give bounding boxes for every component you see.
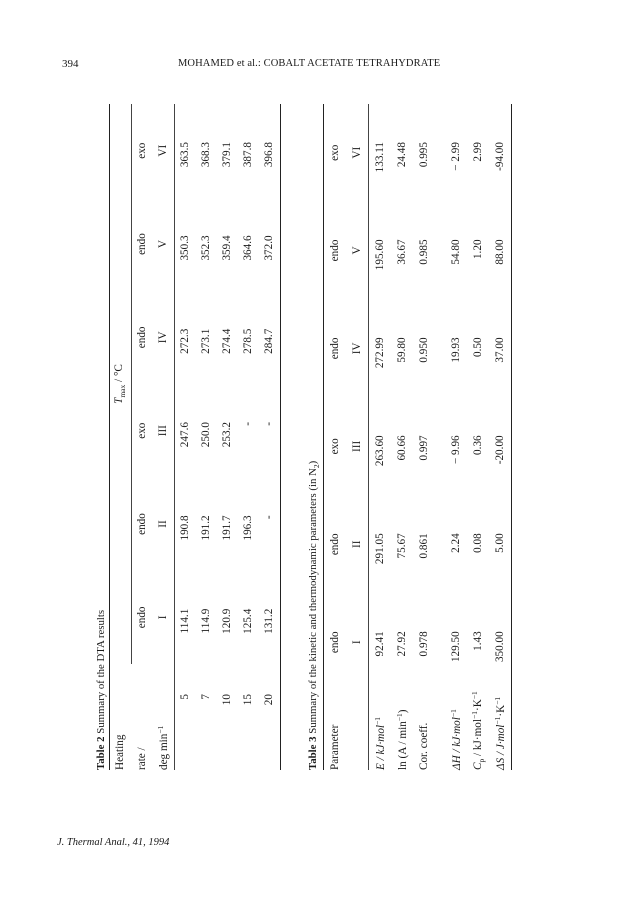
table3-type: exo (324, 104, 347, 201)
table2-cell: 284.7 (259, 291, 281, 384)
table2-caption (95, 90, 107, 770)
table3-caption (307, 90, 321, 770)
table3-peak: IV (350, 342, 363, 355)
table3-cell: 0.985 (417, 239, 430, 265)
table2-header-row-2 (132, 104, 154, 770)
table3-cell: 0.36 (471, 435, 484, 455)
table3-cell: 59.80 (395, 337, 408, 363)
table2-rate: 5 (175, 664, 197, 770)
table2-type: endo (132, 477, 154, 570)
tmax-symbol: T (113, 397, 126, 404)
table2-peak: V (156, 239, 169, 249)
table2-type: endo (132, 197, 154, 290)
table3-cell: 0.861 (417, 533, 430, 559)
table3-cell: 92.41 (369, 593, 392, 691)
param-name: ln (A / min (396, 721, 409, 770)
table3-cell: 36.67 (395, 239, 408, 265)
table-row (445, 104, 467, 770)
table3-header-row-2 (346, 104, 369, 770)
table2-type: exo (132, 104, 154, 197)
table2-cell: 379.1 (220, 142, 233, 168)
table3-cell: 1.43 (471, 631, 484, 651)
table3-param: Cor. coeff. (417, 722, 430, 770)
rotated-tables (95, 90, 555, 770)
table2-cell: 350.3 (175, 197, 197, 290)
table2-cell: 368.3 (199, 142, 212, 168)
tmax-unit: / °C (113, 364, 126, 385)
table3-cell: 0.08 (471, 533, 484, 553)
table3-param-header: Parameter (324, 691, 347, 770)
param-exp: −1 (394, 713, 404, 722)
table2 (109, 104, 281, 770)
table3-cell: 291.05 (369, 495, 392, 593)
table3-peak: V (350, 246, 363, 255)
table2-peak: III (156, 425, 169, 437)
table-row (369, 104, 392, 770)
table2-cell: - (259, 384, 281, 477)
table2-header-row-3 (153, 104, 175, 770)
table2-rate: 15 (241, 694, 254, 706)
table-row (217, 104, 238, 770)
table-row (467, 104, 489, 770)
table2-peak: I (156, 615, 169, 620)
table2-cell: 191.2 (199, 515, 212, 541)
table2-cell: 274.4 (220, 328, 233, 354)
table3-param (467, 691, 489, 770)
table2-cell: 363.5 (175, 104, 197, 197)
table2-rowhead-line1: Heating (110, 664, 132, 770)
table3-type: exo (324, 397, 347, 495)
table2-rate: 7 (199, 694, 212, 700)
table2-cell: 387.8 (241, 142, 254, 168)
table3-type: endo (324, 593, 347, 691)
param-tail: ·K (494, 704, 507, 717)
table2-rowhead-line2: rate / (135, 747, 148, 770)
table2-type: endo (132, 571, 154, 664)
table2-cell: 191.7 (220, 515, 233, 541)
table2-cell: 250.0 (199, 422, 212, 448)
table3-cell: 0.995 (417, 142, 430, 168)
table3-type: endo (324, 495, 347, 593)
table2-cell: 125.4 (241, 608, 254, 634)
table3-cell: 54.80 (449, 239, 462, 265)
param-tail: ·K (471, 699, 484, 712)
table3-type: endo (324, 201, 347, 299)
table3-peak: I (350, 640, 363, 645)
table2-tmax-header (110, 104, 132, 664)
table2-cell: 131.2 (259, 571, 281, 664)
rowhead-unit: deg min (157, 733, 170, 770)
table2-cell: 278.5 (241, 328, 254, 354)
table2-rate: 20 (259, 664, 281, 770)
table3-caption-label: Table 3 (307, 736, 319, 770)
table-row (175, 104, 197, 770)
param-exp: −1 (469, 711, 479, 719)
table-row (489, 104, 512, 770)
param-name: C (471, 762, 484, 770)
table3-cell: 272.99 (369, 299, 392, 397)
table2-cell: 272.3 (175, 291, 197, 384)
table3-cell: 19.93 (449, 337, 462, 363)
param-exp2: −1 (469, 691, 479, 700)
table3-peak: VI (350, 146, 363, 159)
page-number: 394 (62, 58, 79, 70)
table3-cell: − 2.99 (449, 142, 462, 171)
table2-peak: IV (156, 331, 169, 344)
table3-cell: 27.92 (395, 631, 408, 657)
rowhead-unit-exp: −1 (155, 725, 165, 734)
param-sub: p (477, 758, 487, 763)
table2-cell: 273.1 (199, 328, 212, 354)
table3-spacer (435, 104, 445, 770)
table3-cell: 60.66 (395, 435, 408, 461)
table3-cell: 263.60 (369, 397, 392, 495)
table2-cell: 359.4 (220, 235, 233, 261)
table2-rowhead-line3 (153, 664, 175, 770)
table-row (238, 104, 259, 770)
table2-type: exo (132, 384, 154, 477)
table2-peak: VI (156, 144, 169, 157)
table3-caption-sub: 2 (312, 464, 322, 469)
table-row (196, 104, 217, 770)
table3-cell: 2.99 (471, 142, 484, 162)
table3-cell: 0.978 (417, 631, 430, 657)
table2-cell: 352.3 (199, 235, 212, 261)
table3-cell: 37.00 (489, 299, 512, 397)
table3-cell: -94.00 (489, 104, 512, 201)
table-row (259, 104, 281, 770)
table3-cell: 133.11 (369, 104, 392, 201)
param-tail: ) (396, 709, 409, 714)
table3-type: endo (324, 299, 347, 397)
table2-cell: 190.8 (175, 477, 197, 570)
table3-cell: 0.997 (417, 435, 430, 461)
table3-cell: 24.48 (395, 142, 408, 168)
table3-cell: -20.00 (489, 397, 512, 495)
table2-cell: 372.0 (259, 197, 281, 290)
table3-header-row-1 (324, 104, 347, 770)
param-exp2: −1 (492, 696, 502, 705)
table2-cell: 396.8 (259, 104, 281, 197)
table3-cell: 1.20 (471, 239, 484, 260)
table3-param (489, 691, 512, 770)
tmax-sub: max (118, 384, 128, 398)
table2-rate: 10 (220, 694, 233, 706)
table3-cell: 0.950 (417, 337, 430, 363)
table3-cell: 195.60 (369, 201, 392, 299)
param-name: ΔS / J·mol (494, 724, 507, 770)
table3-cell: 88.00 (489, 201, 512, 299)
param-exp: −1 (492, 716, 502, 725)
table2-type: endo (132, 291, 154, 384)
table2-header-row-1 (110, 104, 132, 770)
table2-peak: II (156, 520, 169, 528)
table2-cell: 114.1 (175, 571, 197, 664)
table2-cell: 120.9 (220, 608, 233, 634)
table2-cell: - (259, 477, 281, 570)
table3-peak: II (350, 540, 363, 549)
param-exp: −1 (372, 716, 382, 725)
table2-cell: 196.3 (241, 515, 254, 541)
param-mid: / kJ·mol (471, 719, 484, 759)
table3-cell: 0.50 (471, 337, 484, 357)
table3-caption-text: Summary of the kinetic and thermodynamic parameters (in N (307, 468, 319, 734)
journal-citation: J. Thermal Anal., 41, 1994 (57, 837, 170, 848)
table2-caption-label: Table 2 (95, 736, 107, 770)
table3-param (445, 691, 467, 770)
table3-cell: 75.67 (395, 533, 408, 559)
table3-cell: − 9.96 (449, 435, 462, 465)
table3-param (369, 691, 392, 770)
table2-cell: 114.9 (199, 608, 212, 634)
table2-cell: 247.6 (175, 384, 197, 477)
table2-cell: 364.6 (241, 235, 254, 261)
running-head: MOHAMED et al.: COBALT ACETATE TETRAHYDRATE (178, 58, 441, 69)
table3-cell: 5.00 (489, 495, 512, 593)
table2-caption-text: Summary of the DTA results (95, 609, 107, 734)
table2-cell: - (241, 422, 254, 426)
table2-cell: 253.2 (220, 422, 233, 448)
table3-cell: 350.00 (489, 593, 512, 691)
table3-cell: 129.50 (449, 631, 462, 663)
table-row (413, 104, 435, 770)
param-name: ΔH / kJ·mol (450, 717, 463, 770)
table3-peak: III (350, 440, 363, 452)
table3-cell: 2.24 (449, 533, 462, 553)
table3-param (391, 691, 413, 770)
table-row (391, 104, 413, 770)
param-name: E / kJ·mol (374, 724, 387, 770)
table3-caption-end: ) (307, 460, 319, 465)
param-exp: −1 (448, 709, 458, 718)
table3 (323, 104, 512, 770)
